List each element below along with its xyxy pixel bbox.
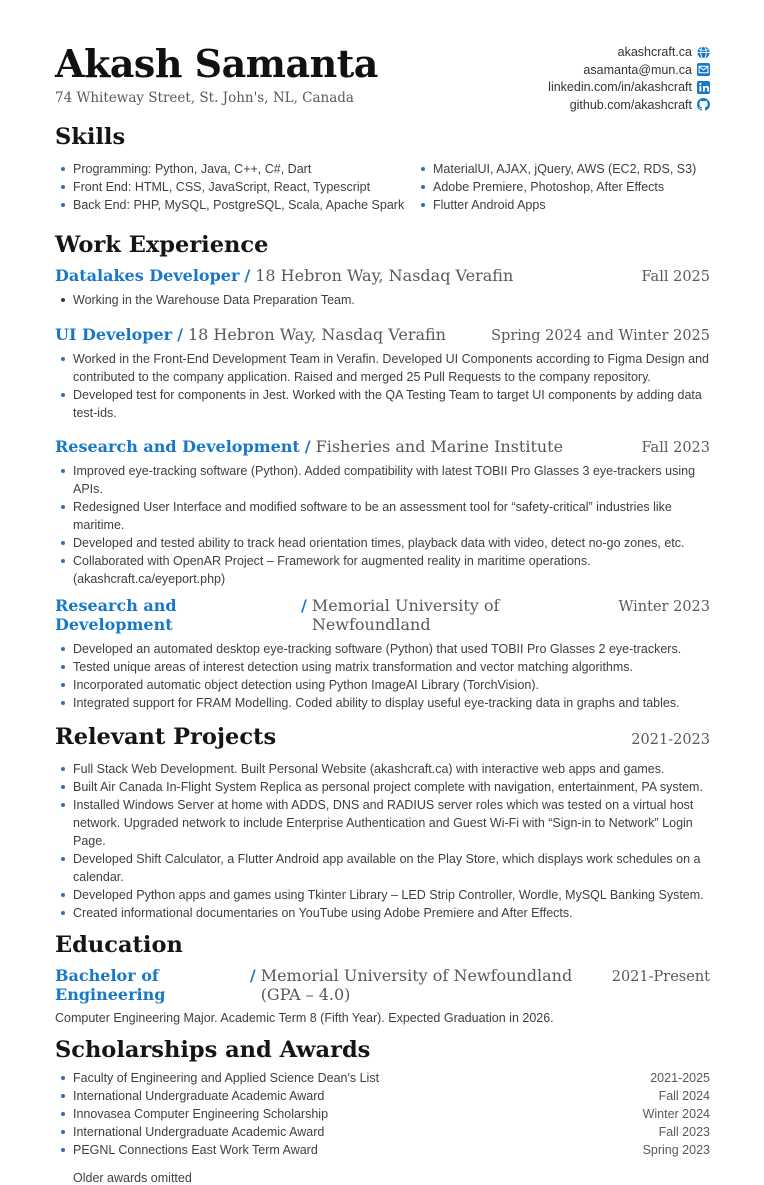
email-link[interactable]	[583, 63, 710, 77]
job-role-link[interactable]: Research and Development	[55, 437, 300, 456]
award-row: International Undergraduate Academic Award Fall 2024	[55, 1087, 710, 1105]
bullet-dot-icon	[421, 185, 425, 189]
bullet-dot-icon	[61, 185, 65, 189]
title-separator: /	[304, 437, 311, 456]
award-row: Innovasea Computer Engineering Scholarship Winter 2024	[55, 1105, 710, 1123]
bullet-dot-icon	[61, 203, 65, 207]
project-bullets	[55, 760, 710, 922]
bullet-dot-icon	[61, 857, 65, 861]
job-bullets	[55, 350, 710, 422]
job-bullet: Incorporated automatic object detection using Python ImageAI Library (TorchVision).	[55, 676, 710, 694]
email-address: asamanta@mun.ca	[583, 62, 692, 77]
job-date: Spring 2024 and Winter 2025	[491, 328, 710, 344]
job-bullets	[55, 291, 710, 309]
github-link[interactable]	[570, 98, 710, 112]
job-role-link[interactable]: Research and Development	[55, 596, 177, 634]
project-bullet: Full Stack Web Development. Built Personal Website (akashcraft.ca) with interactive web apps and games.	[55, 760, 710, 778]
education-heading: Education	[55, 932, 183, 958]
skill-item: Adobe Premiere, Photoshop, After Effects	[415, 178, 696, 196]
job-entry-rnd-marine-institute	[55, 437, 710, 588]
email-icon	[697, 63, 710, 76]
job-title-line	[55, 325, 710, 344]
award-row: PEGNL Connections East Work Term Award Spring 2023	[55, 1141, 710, 1159]
job-title-line	[55, 266, 710, 285]
bullet-dot-icon	[61, 167, 65, 171]
job-title-line	[55, 437, 710, 456]
job-title-line	[55, 596, 710, 634]
website-url: akashcraft.ca	[617, 45, 692, 59]
title-separator: /	[300, 596, 307, 615]
bullet-dot-icon	[61, 505, 65, 509]
awards-footer-note: Older awards omitted	[73, 1171, 192, 1185]
github-url: github.com/akashcraft	[569, 97, 692, 112]
linkedin-link[interactable]	[548, 80, 710, 94]
job-org: Memorial University of Newfoundland	[311, 596, 500, 634]
job-date: Fall 2023	[641, 440, 710, 456]
skill-item: Flutter Android Apps	[415, 196, 696, 214]
skills-columns	[55, 160, 710, 214]
project-bullet: Developed Shift Calculator, a Flutter Android app available on the Play Store, which displays work schedules on a calendar.	[55, 850, 710, 886]
degree-link[interactable]: Bachelor of Engineering	[55, 966, 166, 1004]
job-entry-ui-developer	[55, 325, 710, 422]
section-skills	[55, 122, 710, 214]
bullet-dot-icon	[61, 559, 65, 563]
title-separator: /	[244, 266, 251, 285]
job-bullet: Developed an automated desktop eye-tracking software (Python) that used TOBII Pro Glasses 2 eye-trackers.	[55, 640, 710, 658]
job-bullet: Collaborated with OpenAR Project – Framework for augmented reality in maritime operations. (akashcraft.ca/eyeport.php)	[55, 552, 710, 588]
skills-heading: Skills	[55, 124, 126, 150]
bullet-dot-icon	[61, 767, 65, 771]
job-bullet: Developed and tested ability to track head orientation times, playback data with video, detect no-go zones, etc.	[55, 534, 710, 552]
project-bullet: Built Air Canada In-Flight System Replica as personal project complete with navigation, entertainment, PA system.	[55, 778, 710, 796]
job-entry-datalakes-developer	[55, 266, 710, 309]
bullet-dot-icon	[61, 1112, 65, 1116]
job-bullet: Tested unique areas of interest detection using matrix transformation and vector matching algorithms.	[55, 658, 710, 676]
linkedin-url: linkedin.com/in/akashcraft	[548, 80, 692, 94]
award-date: Spring 2023	[642, 1143, 710, 1157]
bullet-dot-icon	[61, 911, 65, 915]
identity-block	[55, 42, 378, 106]
bullet-dot-icon	[61, 803, 65, 807]
job-org: 18 Hebron Way, Nasdaq Verafin	[187, 325, 446, 344]
section-work-experience	[55, 230, 710, 712]
person-name: Akash Samanta	[55, 41, 378, 86]
award-date: Fall 2023	[658, 1125, 710, 1139]
projects-heading-row	[55, 722, 710, 752]
education-description: Computer Engineering Major. Academic Term 8 (Fifth Year). Expected Graduation in 2026.	[55, 1011, 554, 1025]
projects-heading: Relevant Projects	[55, 724, 277, 750]
projects-date-range: 2021-2023	[631, 732, 710, 748]
bullet-dot-icon	[421, 203, 425, 207]
award-date: Winter 2024	[642, 1107, 710, 1121]
skills-column-2	[415, 160, 696, 214]
skill-item: Back End: PHP, MySQL, PostgreSQL, Scala, Apache Spark	[55, 196, 415, 214]
globe-icon	[697, 46, 710, 59]
website-link[interactable]	[618, 45, 710, 59]
bullet-dot-icon	[61, 683, 65, 687]
title-separator: /	[249, 966, 256, 985]
skill-item: MaterialUI, AJAX, jQuery, AWS (EC2, RDS, S3)	[415, 160, 696, 178]
linkedin-icon	[697, 81, 710, 94]
awards-heading: Scholarships and Awards	[55, 1037, 371, 1063]
github-icon	[697, 98, 710, 111]
work-heading: Work Experience	[55, 232, 269, 258]
bullet-dot-icon	[61, 469, 65, 473]
job-bullets	[55, 640, 710, 712]
bullet-dot-icon	[61, 541, 65, 545]
award-date: 2021-2025	[650, 1071, 710, 1085]
job-date: Fall 2025	[641, 269, 710, 285]
awards-list	[55, 1069, 710, 1159]
resume-header	[55, 42, 710, 112]
bullet-dot-icon	[61, 357, 65, 361]
address: 74 Whiteway Street, St. John's, NL, Canada	[55, 90, 354, 106]
contact-links	[548, 42, 710, 112]
project-bullet: Developed Python apps and games using Tkinter Library – LED Strip Controller, Wordle, MySQL Banking System.	[55, 886, 710, 904]
award-row: International Undergraduate Academic Award Fall 2023	[55, 1123, 710, 1141]
bullet-dot-icon	[61, 393, 65, 397]
job-bullet: Developed test for components in Jest. Worked with the QA Testing Team to target UI components by adding data test-ids.	[55, 386, 710, 422]
job-role-link[interactable]: Datalakes Developer	[55, 266, 240, 285]
project-bullet: Created informational documentaries on YouTube using Adobe Premiere and After Effects.	[55, 904, 710, 922]
bullet-dot-icon	[61, 1148, 65, 1152]
bullet-dot-icon	[61, 1130, 65, 1134]
bullet-dot-icon	[61, 1094, 65, 1098]
award-date: Fall 2024	[658, 1089, 710, 1103]
bullet-dot-icon	[61, 1076, 65, 1080]
section-projects	[55, 722, 710, 922]
title-separator: /	[177, 325, 183, 344]
job-org: Fisheries and Marine Institute	[315, 437, 564, 456]
bullet-dot-icon	[61, 647, 65, 651]
job-entry-rnd-memorial-university	[55, 596, 710, 712]
education-title-line	[55, 966, 710, 1004]
skill-item: Programming: Python, Java, C++, C#, Dart	[55, 160, 415, 178]
project-bullet: Installed Windows Server at home with ADDS, DNS and RADIUS server roles which was tested on a virtual host network. Upgraded network to include Enterprise Authentication and Guest Wi-Fi with “Sign-in to Network” Login Page.	[55, 796, 710, 850]
job-bullet: Worked in the Front-End Development Team in Verafin. Developed UI Components according to Figma Design and contributed to the company application. Raised and merged 25 Pull Requests to the company repository.	[55, 350, 710, 386]
bullet-dot-icon	[61, 665, 65, 669]
education-org: Memorial University of Newfoundland (GPA – 4.0)	[260, 966, 573, 1004]
bullet-dot-icon	[421, 167, 425, 171]
bullet-dot-icon	[61, 298, 65, 302]
skills-column-1	[55, 160, 415, 214]
education-date: 2021-Present	[611, 969, 710, 985]
job-date: Winter 2023	[618, 599, 710, 615]
job-org: 18 Hebron Way, Nasdaq Verafin	[255, 266, 514, 285]
job-bullet: Redesigned User Interface and modified software to be an assessment tool for “safety-critical” industries like maritime.	[55, 498, 710, 534]
skill-item: Front End: HTML, CSS, JavaScript, React, Typescript	[55, 178, 415, 196]
job-bullet: Working in the Warehouse Data Preparation Team.	[55, 291, 710, 309]
bullet-dot-icon	[61, 785, 65, 789]
section-education	[55, 930, 710, 1027]
job-bullets	[55, 462, 710, 588]
section-awards	[55, 1035, 710, 1185]
job-bullet: Improved eye-tracking software (Python). Added compatibility with latest TOBII Pro Glasses 3 eye-trackers using APIs.	[55, 462, 710, 498]
job-role-link[interactable]: UI Developer	[55, 325, 173, 344]
award-row: Faculty of Engineering and Applied Science Dean's List 2021-2025	[55, 1069, 710, 1087]
bullet-dot-icon	[61, 701, 65, 705]
bullet-dot-icon	[61, 893, 65, 897]
job-bullet: Integrated support for FRAM Modelling. Coded ability to display useful eye-tracking data in graphs and tables.	[55, 694, 710, 712]
